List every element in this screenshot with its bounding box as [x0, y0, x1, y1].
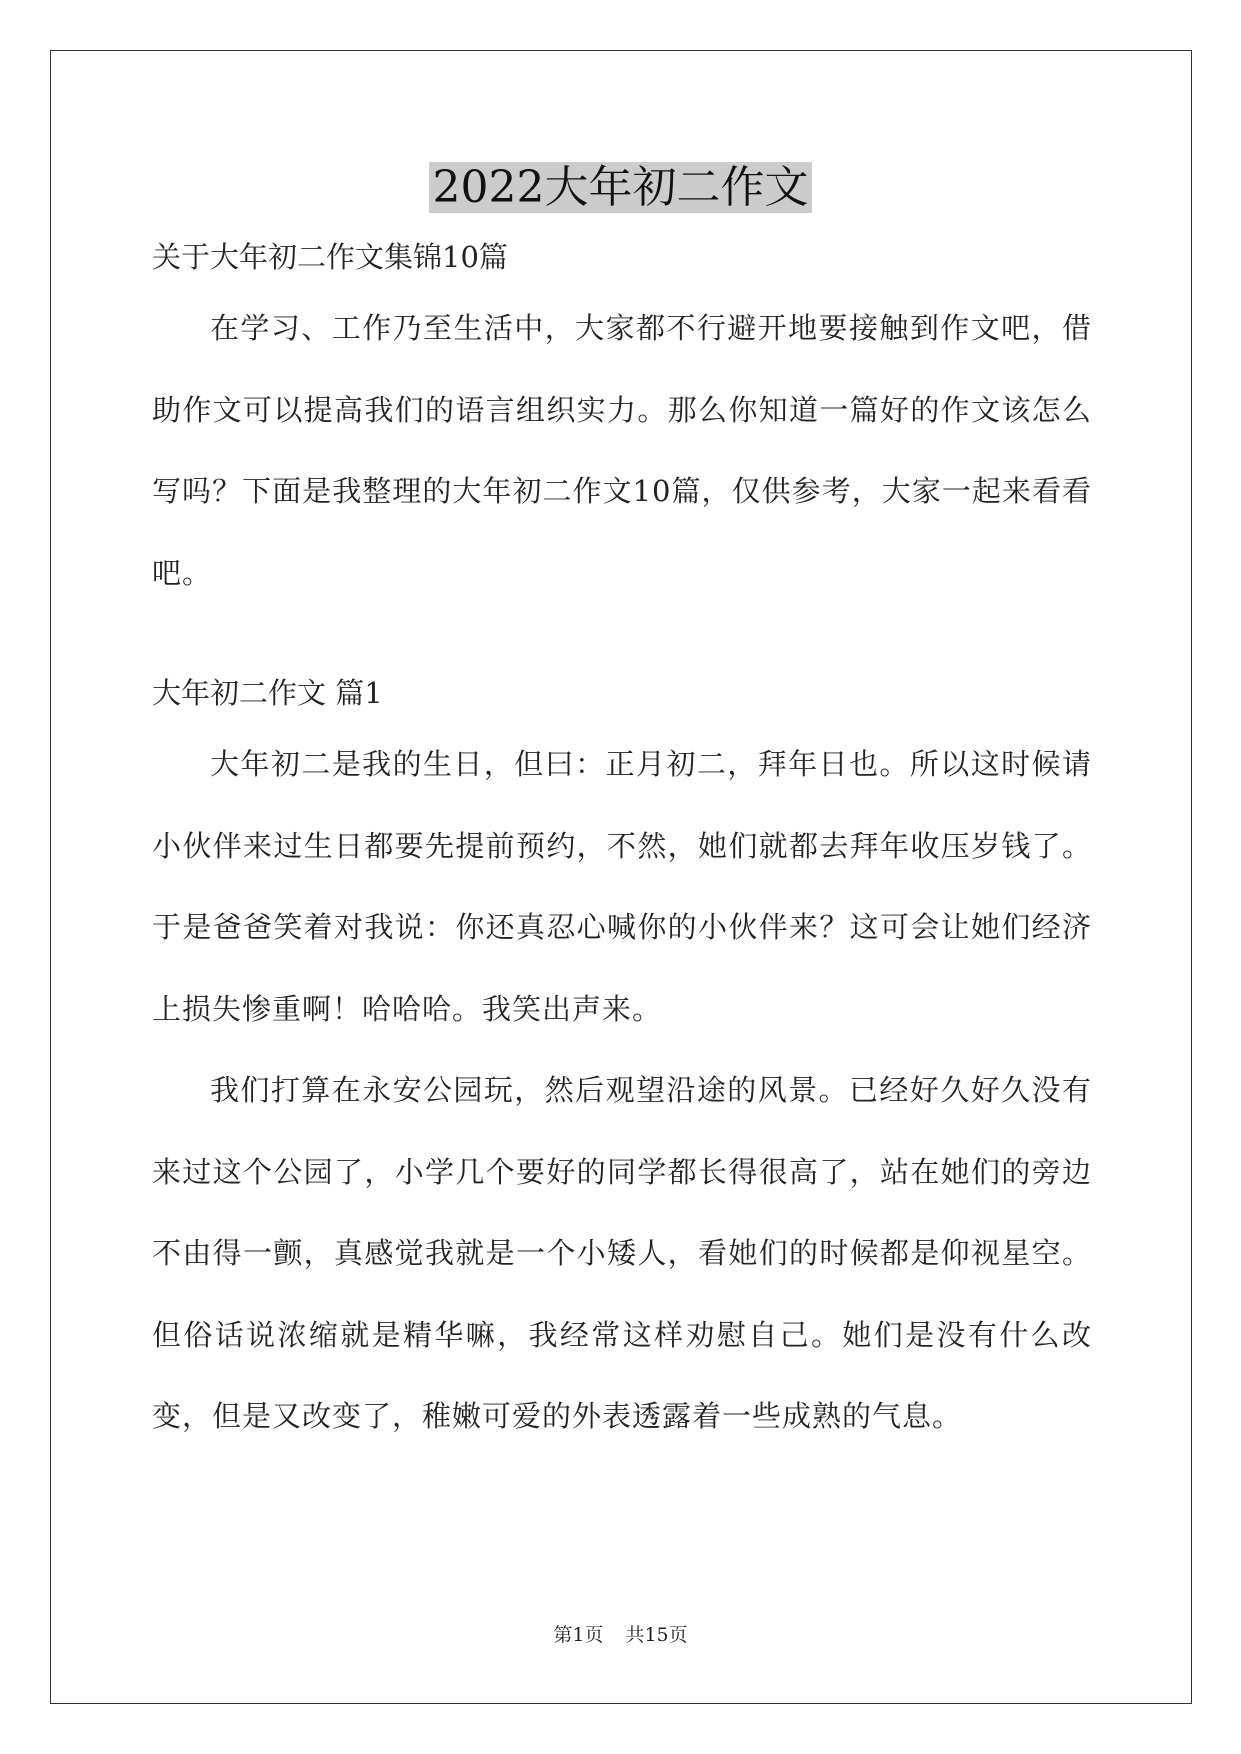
section-heading: 大年初二作文 篇1 — [152, 676, 383, 710]
page-footer — [0, 1620, 1241, 1650]
total-pages-label: 共15页 — [625, 1624, 688, 1646]
intro-paragraph: 在学习、工作乃至生活中，大家都不行避开地要接触到作文吧，借助作文可以提高我们的语言组织实力。那么你知道一篇好的作文该怎么写吗？下面是我整理的大年初二作文10篇，仅供参考，大家一起来看看吧。 — [152, 311, 1092, 590]
body-paragraph-2: 我们打算在永安公园玩，然后观望沿途的风景。已经好久好久没有来过这个公园了，小学几个要好的同学都长得很高了，站在她们的旁边不由得一颤，真感觉我就是一个小矮人，看她们的时候都是仰视星空。但俗话说浓缩就是精华嘛，我经常这样劝慰自己。她们是没有什么改变，但是又改变了，稚嫩可爱的外表透露着一些成熟的气息。 — [152, 1073, 1092, 1433]
document-title-text: 2022大年初二作文 — [429, 162, 813, 213]
document-title — [0, 158, 1241, 218]
body-paragraph-1: 大年初二是我的生日，但曰：正月初二，拜年日也。所以这时候请小伙伴来过生日都要先提前预约，不然，她们就都去拜年收压岁钱了。于是爸爸笑着对我说：你还真忍心喊你的小伙伴来？这可会让她们经济上损失惨重啊！哈哈哈。我笑出声来。 — [152, 747, 1092, 1026]
current-page-label: 第1页 — [553, 1624, 604, 1646]
document-subtitle: 关于大年初二作文集锦10篇 — [152, 240, 508, 274]
